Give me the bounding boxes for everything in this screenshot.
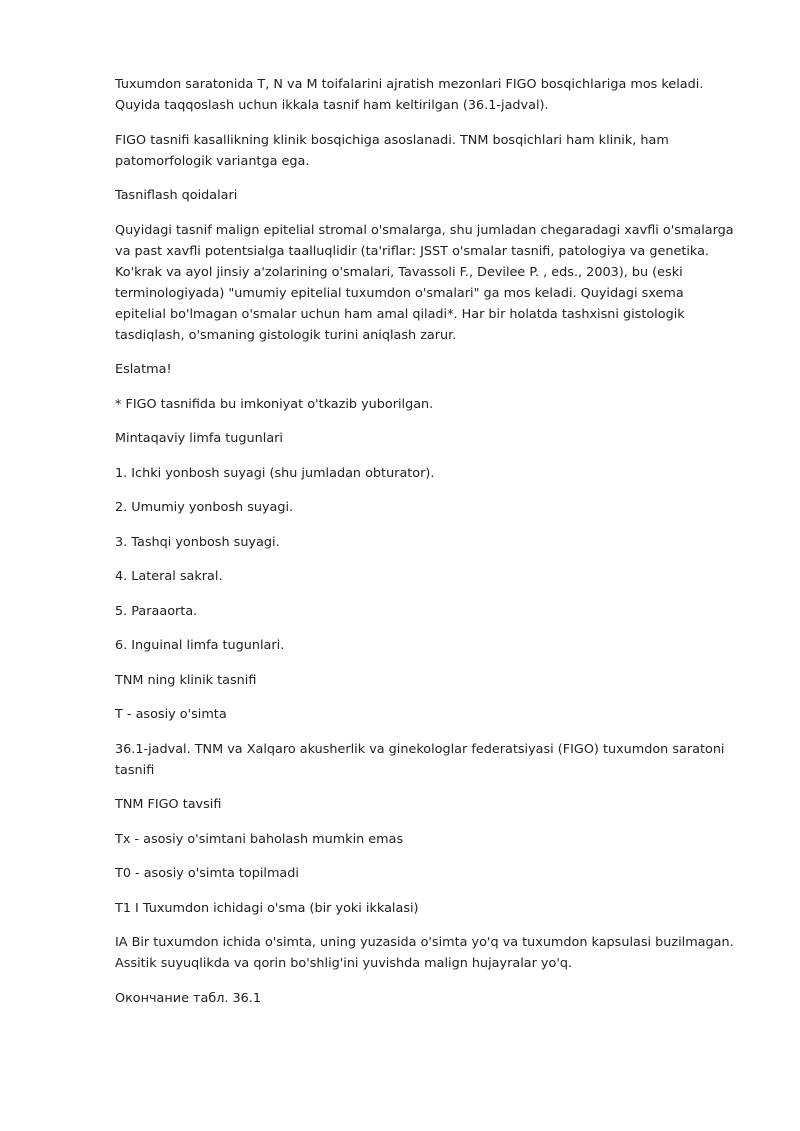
table-caption: 36.1-jadval. TNM va Xalqaro akusherlik va ginekologlar federatsiyasi (FIGO) tuxumdon saratoni tasnifi (115, 741, 725, 778)
list-item: 6. Inguinal limfa tugunlari. (115, 638, 285, 653)
table-continuation-note: Окончание табл. 36.1 (115, 990, 262, 1006)
heading-regional-lymph-nodes: Mintaqaviy limfa tugunlari (115, 431, 283, 446)
paragraph-classification-scope: Quyidagi tasnif malign epitelial stromal o'smalarga, shu jumladan chegaradagi xavfli o'smalarga va past xavfli potentsialga taalluqlidir (ta'riflar: JSST o'smalar tasnifi, patologiya va genetika. Ko'krak va ayol jinsiy a'zolarining o'smalari, Tavassoli F., Devilee P. , eds., 2003), bu (eski terminologiyada) "umumiy epitelial tuxumdon o'smalari" ga mos keladi. Quyidagi sxema epitelial bo'lmagan o'smalar uchun ham amal qiladi*. Har bir holatda tashxisni gistologik tasdiqlash, o'smaning gistologik turini aniqlash zarur. (115, 222, 734, 343)
heading-note: Eslatma! (115, 362, 172, 377)
table-row: T1 I Tuxumdon ichidagi o'sma (bir yoki ikkalasi) (115, 900, 419, 916)
list-item: 1. Ichki yonbosh suyagi (shu jumladan obturator). (115, 465, 435, 481)
heading-primary-tumor: T - asosiy o'simta (115, 707, 227, 722)
paragraph-figo-basis: FIGO tasnifi kasallikning klinik bosqichiga asoslanadi. TNM bosqichlari ham klinik, ham patomorfologik variantga ega. (115, 132, 669, 169)
table-row: IA Bir tuxumdon ichida o'simta, uning yuzasida o'simta yo'q va tuxumdon kapsulasi buzilmagan. Assitik suyuqlikda va qorin bo'shlig'ini yuvishda malign hujayralar yo'q. (115, 935, 734, 971)
list-item: 5. Paraaorta. (115, 603, 198, 619)
table-row: T0 - asosiy o'simta topilmadi (115, 866, 299, 881)
table-header-row: TNM FIGO tavsifi (115, 797, 222, 812)
table-row: Tx - asosiy o'simtani baholash mumkin emas (115, 831, 404, 847)
heading-tnm-clinical: TNM ning klinik tasnifi (115, 672, 257, 688)
list-item: 4. Lateral sakral. (115, 569, 223, 584)
list-item: 2. Umumiy yonbosh suyagi. (115, 500, 294, 515)
list-item: 3. Tashqi yonbosh suyagi. (115, 534, 280, 550)
paragraph-intro: Tuxumdon saratonida T, N va M toifalarini ajratish mezonlari FIGO bosqichlariga mos keladi. Quyida taqqoslash uchun ikkala tasnif ham keltirilgan (36.1-jadval). (115, 77, 704, 113)
paragraph-footnote: * FIGO tasnifida bu imkoniyat o'tkazib yuborilgan. (115, 396, 434, 412)
document-page (115, 74, 735, 1022)
heading-classification-rules: Tasniflash qoidalari (115, 188, 238, 203)
